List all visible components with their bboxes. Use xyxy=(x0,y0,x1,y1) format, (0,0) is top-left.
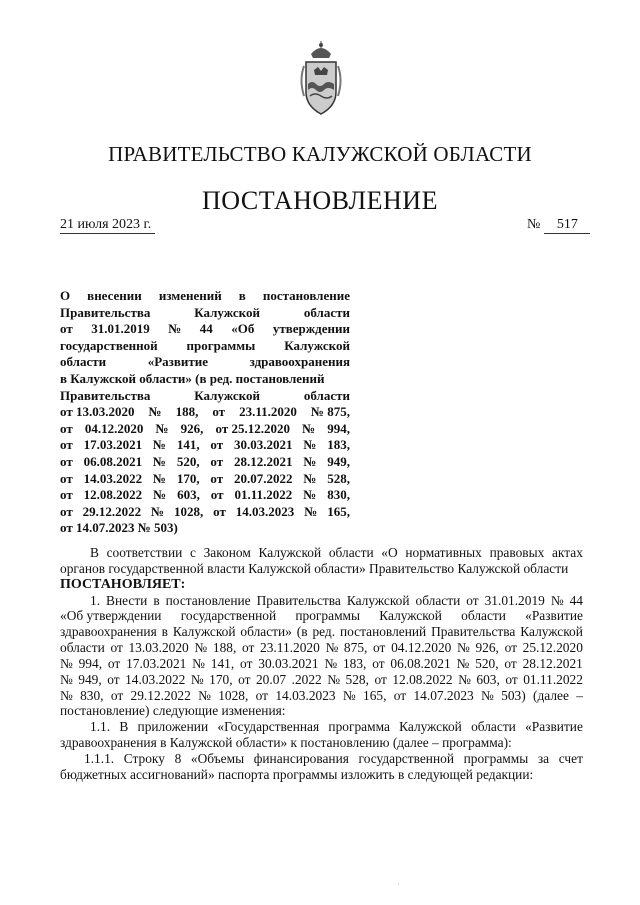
body-word: постановление) следующие изменения: xyxy=(60,703,286,719)
subject-word: от xyxy=(60,503,73,519)
body-word: «Развитие xyxy=(525,608,583,624)
body-word: 528, xyxy=(345,671,369,687)
body-word: 28.12.2021 xyxy=(522,655,583,671)
body-line xyxy=(60,577,583,593)
subject-word: № xyxy=(168,321,182,337)
subject-line xyxy=(60,354,350,371)
body-word: 503) xyxy=(501,687,526,703)
subject-word: 994, xyxy=(327,420,350,436)
subject-word: от xyxy=(210,470,224,486)
body-word: от xyxy=(107,671,120,687)
body-word: 25.12.2020 xyxy=(522,640,583,656)
subject-word: 830, xyxy=(327,487,350,503)
body-line xyxy=(60,688,583,704)
body-word: Калужской xyxy=(399,719,462,735)
body-word: 14.03.2023 xyxy=(275,687,336,703)
subject-word: здравоохранения xyxy=(249,354,350,370)
subject-word: от 25.12.2020 xyxy=(215,420,290,436)
body-line xyxy=(60,767,583,783)
subject-word: от xyxy=(210,487,224,503)
body-word: от xyxy=(372,655,385,671)
subject-line xyxy=(60,321,350,338)
subject-word: 23.11.2020 xyxy=(239,404,297,420)
body-word: «О xyxy=(381,545,398,560)
subject-word: 520, xyxy=(176,453,200,469)
subject-word: утверждении xyxy=(272,321,350,337)
body-word: нормативных xyxy=(405,545,482,560)
subject-word: Калужской xyxy=(194,304,260,320)
subject-word: 603, xyxy=(177,487,200,503)
body-word: Калужской xyxy=(346,592,410,608)
body-word: органов государственной власти Калужской области» Правительство Калужской области xyxy=(60,560,569,576)
body-line xyxy=(60,719,583,735)
body-word: 1. xyxy=(90,592,101,608)
body-word: 29.12.2022 xyxy=(130,687,191,703)
body-word: Правительства xyxy=(256,592,341,608)
subject-word: области xyxy=(60,354,107,370)
body-word: 183, xyxy=(342,655,367,671)
document-date: 21 июля 2023 г. xyxy=(60,216,155,234)
subject-line xyxy=(60,404,350,421)
subject-line xyxy=(60,371,350,388)
body-line xyxy=(60,656,583,672)
subject-word: от xyxy=(60,420,73,436)
body-word: области xyxy=(471,719,516,735)
body-word: № xyxy=(342,687,356,703)
body-word: 13.03.2020 xyxy=(128,640,189,656)
body-word: № xyxy=(327,671,341,687)
subject-word: от xyxy=(210,453,224,469)
body-word: № xyxy=(324,655,338,671)
body-word: № xyxy=(481,687,494,703)
body-word: от xyxy=(107,655,121,671)
body-word: 875, xyxy=(343,640,368,656)
subject-word: 14.03.2022 xyxy=(83,470,143,486)
body-word: от xyxy=(466,592,479,608)
body-line xyxy=(60,624,583,640)
subject-word: № xyxy=(304,503,318,519)
scan-speck xyxy=(398,883,399,884)
subject-word: от xyxy=(213,503,226,519)
body-word: области xyxy=(60,640,105,656)
number-value: 517 xyxy=(544,216,590,234)
body-line xyxy=(60,561,583,577)
subject-word: № xyxy=(153,487,167,503)
body-word: ред. xyxy=(312,624,336,640)
subject-word: от xyxy=(60,437,73,453)
subject-word: области xyxy=(303,304,350,320)
body-word: от xyxy=(240,655,253,671)
body-line xyxy=(60,703,583,719)
subject-line xyxy=(60,487,350,504)
organization-title: ПРАВИТЕЛЬСТВО КАЛУЖСКОЙ ОБЛАСТИ xyxy=(108,142,532,166)
body-word: 949, xyxy=(78,671,102,687)
body-line xyxy=(60,593,583,609)
body-word: Калужской xyxy=(172,624,236,640)
body-word: от xyxy=(374,671,387,687)
body-word: ПОСТАНОВЛЯЕТ: xyxy=(60,576,186,592)
body-word: с xyxy=(189,545,196,560)
document-number xyxy=(527,216,590,234)
body-word: 14.03.2022 xyxy=(125,671,186,687)
subject-line xyxy=(60,504,350,521)
body-word: 17.03.2021 xyxy=(126,655,187,671)
subject-word: № xyxy=(303,487,317,503)
subject-word: 44 xyxy=(199,321,213,337)
subject-line xyxy=(60,454,350,471)
subject-word: № xyxy=(148,404,162,420)
body-word: в xyxy=(161,624,168,640)
body-word: в xyxy=(153,592,160,608)
body-word: постановлений xyxy=(339,624,427,640)
subject-word: от 13.03.2020 xyxy=(60,404,135,420)
body-word: Калужской xyxy=(520,624,583,640)
body-word: Внести xyxy=(106,592,148,608)
body-word: «Государственная xyxy=(217,719,320,735)
subject-word: внесении xyxy=(87,288,142,303)
body-word: «Об утверждении xyxy=(60,608,162,624)
document-type: ПОСТАНОВЛЕНИЕ xyxy=(202,186,438,215)
subject-word: «Развитие xyxy=(147,354,209,370)
document-body xyxy=(60,545,583,783)
subject-line xyxy=(60,471,350,488)
document-subject xyxy=(60,288,350,537)
subject-word: № xyxy=(151,503,165,519)
subject-word: № xyxy=(152,453,166,469)
body-word: № xyxy=(60,655,73,671)
body-word: – xyxy=(576,687,583,703)
body-word: 141, xyxy=(210,655,235,671)
subject-line xyxy=(60,520,350,537)
body-word: программы xyxy=(463,750,529,766)
body-word: № xyxy=(192,655,205,671)
body-word: 44 xyxy=(569,592,583,608)
body-word: № xyxy=(325,640,339,656)
subject-word: Правительства xyxy=(60,304,151,320)
body-word: Строку xyxy=(123,750,165,766)
body-word: 12.08.2022 xyxy=(392,671,453,687)
body-word: № xyxy=(60,687,73,703)
subject-word: 949, xyxy=(327,453,350,469)
body-word: (в xyxy=(296,624,308,640)
body-word: № xyxy=(550,592,564,608)
body-line xyxy=(60,640,583,656)
subject-word: 165, xyxy=(327,503,350,519)
subject-word: области xyxy=(303,387,350,403)
subject-word: 31.01.2019 xyxy=(91,321,150,337)
body-word: от xyxy=(255,687,269,703)
subject-line xyxy=(60,437,350,454)
body-word: В xyxy=(119,719,129,735)
body-word: № xyxy=(190,671,204,687)
body-word: соответствии xyxy=(106,545,183,560)
subject-line xyxy=(60,388,350,405)
body-word: от xyxy=(373,640,386,656)
body-word: 603, xyxy=(476,671,500,687)
body-word: Законом xyxy=(203,545,251,560)
body-word: В xyxy=(90,545,99,560)
subject-word: 926, xyxy=(180,420,204,436)
body-word: 01.11.2022 xyxy=(523,671,583,687)
subject-word: 28.12.2021 xyxy=(233,453,293,469)
subject-word: изменений xyxy=(158,288,222,303)
body-word: от xyxy=(393,687,407,703)
subject-word: О xyxy=(60,288,71,303)
body-word: бюджетных ассигнований» паспорта программы изложить в следующей редакции: xyxy=(60,766,534,782)
subject-word: 183, xyxy=(327,437,350,453)
subject-word: 528, xyxy=(327,470,350,486)
body-word: 830, xyxy=(80,687,104,703)
subject-word: № xyxy=(155,420,169,436)
subject-word: 29.12.2022 xyxy=(82,503,142,519)
body-line xyxy=(60,672,583,688)
subject-word: 01.11.2022 xyxy=(234,487,293,503)
subject-word: № xyxy=(303,453,317,469)
body-word: 14.07.2023 xyxy=(413,687,474,703)
body-word: 06.08.2021 xyxy=(390,655,451,671)
body-word: от xyxy=(504,655,517,671)
body-word: правовых xyxy=(489,545,545,560)
body-word: 1.1.1. xyxy=(84,750,115,766)
body-word: области xyxy=(328,545,374,560)
subject-line xyxy=(60,338,350,355)
body-word: приложении xyxy=(137,719,209,735)
subject-word: № xyxy=(303,437,317,453)
body-word: 170, xyxy=(209,671,233,687)
body-word: актах xyxy=(551,545,583,560)
subject-line xyxy=(60,305,350,322)
body-word: № xyxy=(198,687,211,703)
body-word: Правительства xyxy=(431,624,516,640)
body-word: 1028, xyxy=(218,687,249,703)
subject-word: № xyxy=(302,420,316,436)
subject-word: от xyxy=(60,453,73,469)
body-word: от xyxy=(505,671,518,687)
body-word: 165, xyxy=(363,687,387,703)
body-word: здравоохранения xyxy=(60,624,157,640)
body-word: № xyxy=(457,640,470,656)
body-word: области xyxy=(461,608,506,624)
body-word: .2022 xyxy=(291,671,322,687)
subject-word: от xyxy=(210,437,224,453)
subject-word: постановление xyxy=(262,288,350,303)
subject-line xyxy=(60,421,350,438)
subject-word: № xyxy=(152,470,166,486)
body-word: Калужской xyxy=(379,608,442,624)
body-word: государственной xyxy=(358,750,454,766)
body-word: (далее xyxy=(532,687,569,703)
body-line xyxy=(60,751,583,767)
subject-word: Калужской xyxy=(284,337,350,353)
body-word: от xyxy=(110,687,124,703)
body-word: № xyxy=(456,655,470,671)
body-word: от xyxy=(238,671,251,687)
body-word: 188, xyxy=(212,640,237,656)
body-word: государственной xyxy=(180,608,277,624)
subject-word: 06.08.2021 xyxy=(83,453,143,469)
body-word: программа xyxy=(328,719,390,735)
subject-word: № xyxy=(152,437,166,453)
subject-word: 12.08.2022 xyxy=(83,487,143,503)
body-word: от xyxy=(241,640,255,656)
body-word: счет xyxy=(558,750,583,766)
subject-word: 170, xyxy=(176,470,200,486)
subject-word: от xyxy=(212,404,226,420)
body-word: за xyxy=(537,750,550,766)
body-word: 04.12.2020 xyxy=(391,640,452,656)
body-word: 31.01.2019 xyxy=(484,592,545,608)
body-word: № xyxy=(458,671,471,687)
body-word: от xyxy=(110,640,123,656)
body-word: 20.07 xyxy=(255,671,287,687)
subject-word: от 14.07.2023 № 503) xyxy=(60,520,178,536)
body-word: 1.1. xyxy=(90,719,111,735)
body-word: области xyxy=(415,592,461,608)
body-word: № xyxy=(60,671,73,687)
subject-word: государственной xyxy=(60,337,158,353)
subject-word: № 875, xyxy=(310,404,350,420)
subject-word: «Об xyxy=(231,321,255,337)
body-line xyxy=(60,545,583,561)
body-word: 926, xyxy=(475,640,499,656)
subject-word: от xyxy=(60,321,73,337)
body-word: здравоохранения в Калужской области» к постановлению (далее – программа): xyxy=(60,735,512,751)
subject-word: № xyxy=(303,470,317,486)
subject-word: в xyxy=(238,288,246,303)
subject-word: 20.07.2022 xyxy=(233,470,293,486)
body-word: 30.03.2021 xyxy=(258,655,319,671)
subject-word: 14.03.2023 xyxy=(235,503,295,519)
subject-word: 17.03.2021 xyxy=(83,437,143,453)
body-word: 23.11.2020 xyxy=(260,640,320,656)
subject-line xyxy=(60,288,350,305)
body-word: от xyxy=(504,640,517,656)
body-word: № xyxy=(194,640,208,656)
subject-word: в Калужской области» (в ред. постановлений xyxy=(60,370,325,386)
body-word: «Объемы xyxy=(190,750,245,766)
body-word: Калужской xyxy=(258,545,322,560)
subject-word: 141, xyxy=(176,437,200,453)
subject-word: Калужской xyxy=(194,387,260,403)
kaluga-coat-of-arms-icon xyxy=(296,40,346,120)
subject-word: программы xyxy=(186,337,256,353)
number-label: № xyxy=(527,217,541,232)
subject-word: от xyxy=(60,487,73,503)
subject-word: 30.03.2021 xyxy=(233,437,293,453)
body-word: программы xyxy=(295,608,361,624)
body-word: области» xyxy=(240,624,292,640)
body-word: 520, xyxy=(475,655,499,671)
body-word: постановление xyxy=(165,592,251,608)
body-word: «Развитие xyxy=(525,719,583,735)
body-word: финансирования xyxy=(253,750,349,766)
subject-word: от xyxy=(60,470,73,486)
body-line xyxy=(60,735,583,751)
subject-word: 1028, xyxy=(174,503,204,519)
body-word: 8 xyxy=(174,750,182,766)
body-word: 994, xyxy=(78,655,103,671)
body-line xyxy=(60,608,583,624)
subject-word: 04.12.2020 xyxy=(84,420,144,436)
subject-word: 188, xyxy=(175,404,199,420)
subject-word: Правительства xyxy=(60,387,151,403)
